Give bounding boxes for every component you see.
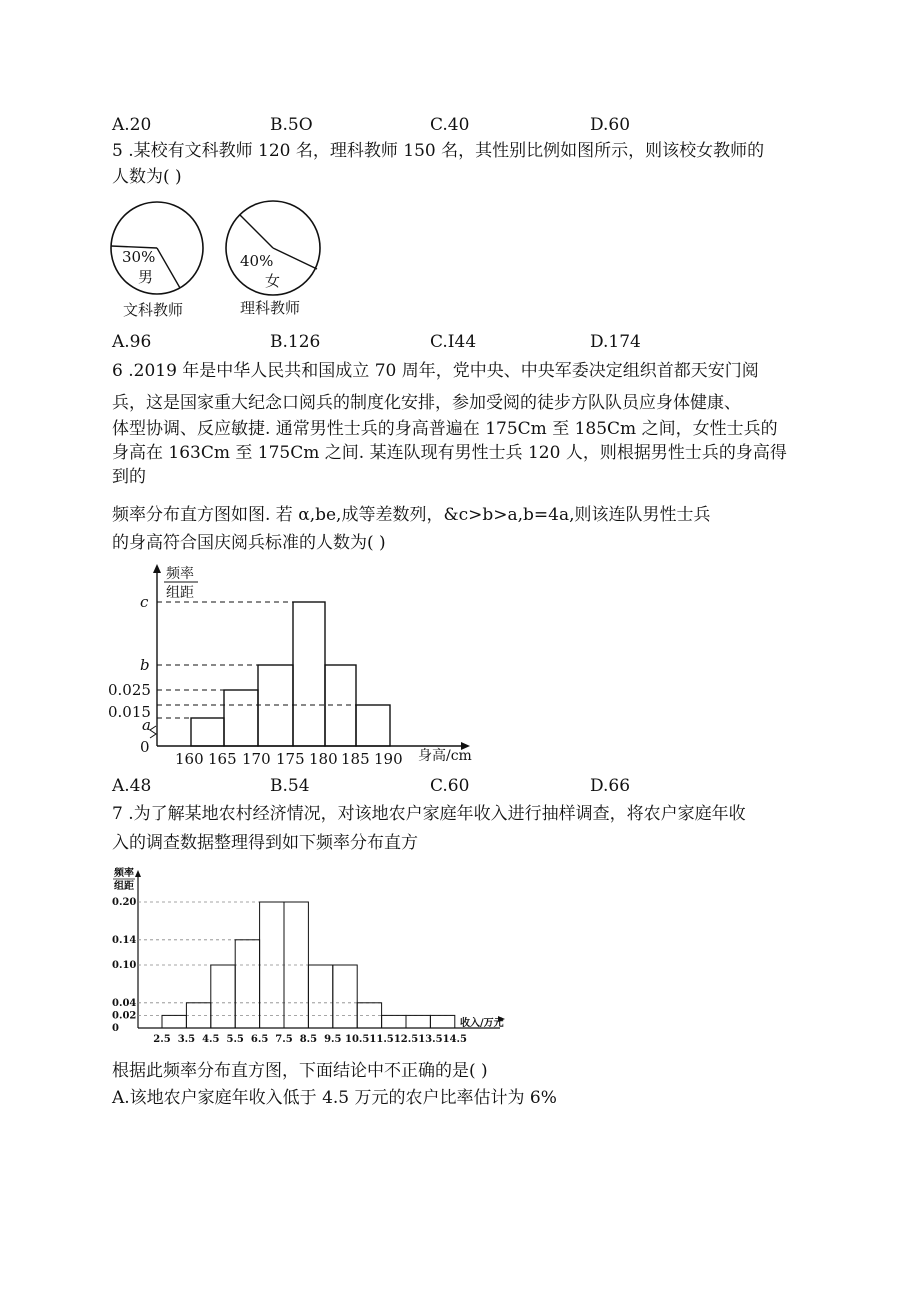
q7-bar-4.5-5.5 [211, 965, 235, 1028]
q6-xtick-175: 175 [276, 750, 305, 768]
q7-xtick-7.5: 7.5 [275, 1034, 293, 1045]
q6-option-a: A.48 [112, 776, 152, 796]
pie2-radius-a [240, 215, 273, 248]
q6-histogram [100, 560, 480, 775]
q7-bar-9.5-10.5 [333, 965, 357, 1028]
q5-option-b: B.126 [270, 332, 321, 352]
q6-text-line6: 频率分布直方图如图. 若 α,be,成等差数列，&c>b>a,b=4a,则该连队男性士兵 [112, 505, 711, 525]
pie2-caption: 理科教师 [240, 299, 301, 317]
q7-ytick-004: 0.04 [112, 997, 137, 1009]
q4-option-d: D.60 [590, 115, 631, 135]
q6-ytick-0: 0 [140, 738, 150, 756]
q7-xlabel: 收入/万元 [460, 1018, 504, 1029]
q7-xtick-13.5: 13.5 [418, 1034, 443, 1045]
q6-xtick-180: 180 [309, 750, 338, 768]
q7-xtick-3.5: 3.5 [177, 1034, 196, 1045]
q7-xtick-8.5: 8.5 [299, 1034, 318, 1045]
q6-text-line4: 身高在 163Cm 至 175Cm 之间. 某连队现有男性士兵 120 人，则根据男性士兵的身高得 [112, 443, 787, 463]
q6-xtick-190: 190 [374, 750, 403, 768]
pie1-gender: 男 [138, 268, 154, 286]
q6-text-line3: 体型协调、反应敏捷. 通常男性士兵的身高普遍在 175Cm 至 185Cm 之间，女性士兵的 [112, 419, 778, 439]
pie1-caption: 文科教师 [123, 301, 184, 319]
q7-xtick-14.5: 14.5 [442, 1034, 467, 1045]
q4-option-b: B.5O [270, 115, 313, 135]
q5-pie-figures [100, 196, 340, 321]
q7-xtick-2.5: 2.5 [153, 1034, 171, 1045]
q7-text-line1: 7 .为了解某地农村经济情况，对该地农户家庭年收入进行抽样调查，将农户家庭年收 [112, 804, 746, 824]
q4-option-a: A.20 [112, 115, 152, 135]
q7-y-arrow [135, 870, 141, 877]
q5-text-line1: 5 .某校有文科教师 120 名，理科教师 150 名，其性别比例如图所示，则该校女教师的 [112, 141, 765, 161]
q7-ytick-0: 0 [112, 1023, 119, 1034]
pie2-percent: 40% [240, 252, 274, 270]
pie2-gender: 女 [265, 272, 281, 290]
q6-option-d: D.66 [590, 776, 631, 796]
q6-text-line7: 的身高符合国庆阅兵标准的人数为( ) [112, 533, 386, 553]
q7-text-line3: 根据此频率分布直方图，下面结论中不正确的是( ) [112, 1061, 488, 1081]
q6-xlabel: 身高/cm [418, 748, 472, 764]
q7-bar-12.5-13.5 [406, 1015, 430, 1028]
q6-xtick-160: 160 [175, 750, 204, 768]
q7-ytick-002: 0.02 [112, 1010, 137, 1022]
q6-ytick-a: a [142, 716, 151, 734]
q5-option-d: D.174 [590, 332, 641, 352]
q7-xtick-4.5: 4.5 [202, 1034, 220, 1045]
q7-ylabel-bottom: 组距 [114, 881, 134, 892]
q5-option-c: C.I44 [430, 332, 477, 352]
q6-xtick-170: 170 [242, 750, 271, 768]
q5-option-a: A.96 [112, 332, 152, 352]
q7-bar-2.5-3.5 [162, 1015, 186, 1028]
q6-ytick-0025: 0.025 [108, 681, 151, 699]
q4-option-c: C.40 [430, 115, 470, 135]
q7-xtick-11.5: 11.5 [369, 1034, 394, 1045]
q6-bar-185-190 [356, 705, 390, 746]
q7-ytick-014: 0.14 [112, 934, 137, 946]
q7-ytick-020: 0.20 [112, 897, 137, 908]
q6-ylabel-top: 频率 [166, 566, 194, 582]
q6-xtick-185: 185 [341, 750, 370, 768]
q6-xtick-165: 165 [208, 750, 237, 768]
q7-xtick-10.5: 10.5 [345, 1034, 370, 1045]
q6-text-line2: 兵，这是国家重大纪念口阅兵的制度化安排，参加受阅的徒步方队队员应身体健康、 [112, 393, 741, 413]
pie2-radius-b [273, 248, 317, 269]
q7-bar-8.5-9.5 [308, 965, 332, 1028]
q6-bar-160-165 [191, 718, 224, 746]
q7-bar-11.5-12.5 [382, 1015, 406, 1028]
q6-ytick-c: c [140, 593, 149, 611]
pie1-radius-b [157, 248, 180, 288]
q6-option-b: B.54 [270, 776, 310, 796]
q7-text-line2: 入的调查数据整理得到如下频率分布直方 [112, 833, 418, 853]
q6-ytick-0015: 0.015 [108, 703, 151, 721]
q6-text-line5: 到的 [112, 467, 146, 487]
q5-text-line2: 人数为( ) [112, 167, 182, 187]
q7-bar-5.5-6.5 [235, 940, 259, 1028]
q7-xtick-9.5: 9.5 [324, 1034, 342, 1045]
q7-xtick-12.5: 12.5 [393, 1034, 419, 1045]
q7-option-a: A.该地农户家庭年收入低于 4.5 万元的农户比率估计为 6% [112, 1088, 557, 1108]
q7-bar-group [112, 897, 467, 1045]
q6-ytick-b: b [140, 656, 150, 674]
q7-histogram [108, 862, 508, 1052]
q6-text-line1: 6 .2019 年是中华人民共和国成立 70 周年，党中央、中央军委决定组织首都天安门阅 [112, 361, 759, 381]
q6-ylabel-bottom: 组距 [166, 585, 194, 601]
q7-xtick-6.5: 6.5 [250, 1034, 269, 1045]
pie1-percent: 30% [122, 248, 156, 266]
q7-ytick-010: 0.10 [112, 960, 137, 971]
q6-y-arrow [153, 564, 161, 573]
q6-option-c: C.60 [430, 776, 470, 796]
q7-xtick-5.5: 5.5 [226, 1034, 244, 1045]
q7-ylabel-top: 频率 [114, 868, 134, 879]
q6-bar-175-180 [293, 602, 325, 746]
q7-bar-13.5-14.5 [430, 1015, 454, 1028]
q6-bar-165-170 [224, 690, 258, 746]
